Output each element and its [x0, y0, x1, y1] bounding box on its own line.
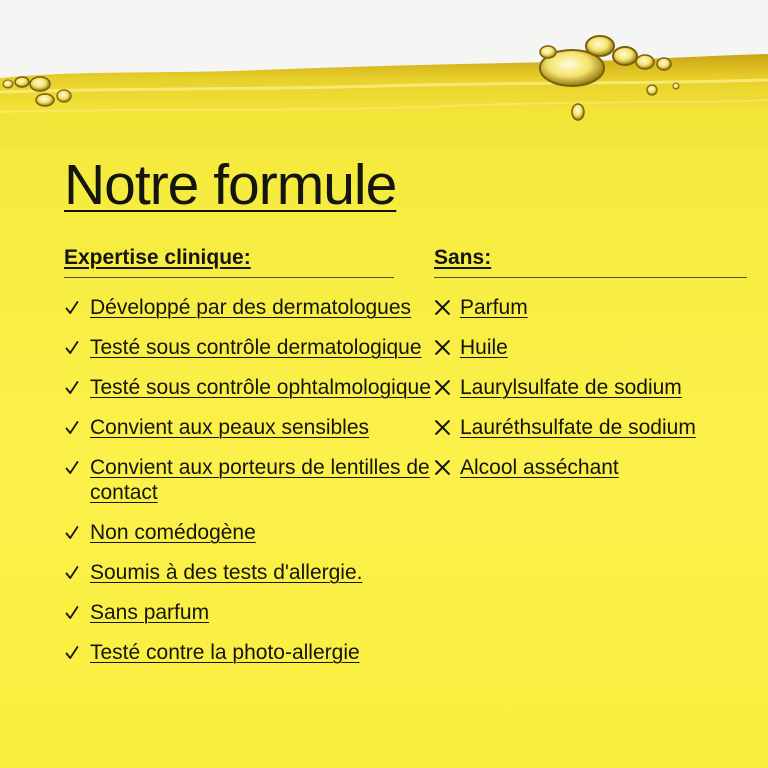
clinical-expertise-column — [64, 244, 431, 680]
list-item — [64, 455, 454, 505]
list-item — [64, 560, 454, 585]
check-icon — [64, 455, 90, 480]
list-item-label[interactable]: Laurylsulfate de sodium — [460, 376, 682, 399]
cross-icon — [434, 415, 460, 440]
check-icon — [64, 375, 90, 400]
cross-icon — [434, 455, 460, 480]
check-icon — [64, 640, 90, 665]
list-item — [64, 335, 454, 360]
list-item — [64, 640, 454, 665]
free-from-heading: Sans: — [434, 244, 747, 278]
list-item — [434, 455, 754, 480]
check-icon — [64, 415, 90, 440]
check-icon — [64, 560, 90, 585]
list-item — [64, 415, 454, 440]
list-item — [434, 335, 754, 360]
check-icon — [64, 335, 90, 360]
cross-icon — [434, 335, 460, 360]
list-item-label[interactable]: Testé sous contrôle dermatologique — [90, 336, 422, 359]
list-item-label[interactable]: Développé par des dermatologues — [90, 296, 412, 319]
free-from-column — [434, 244, 747, 495]
check-icon — [64, 520, 90, 545]
list-item — [434, 415, 754, 440]
oil-surface-background — [0, 0, 768, 150]
clinical-expertise-heading: Expertise clinique: — [64, 244, 394, 278]
list-item-label[interactable]: Lauréthsulfate de sodium — [460, 416, 696, 439]
list-item — [64, 600, 454, 625]
list-item — [64, 520, 454, 545]
list-item-label[interactable]: Testé sous contrôle ophtalmologique — [90, 376, 431, 399]
cross-icon — [434, 295, 460, 320]
list-item — [64, 295, 454, 320]
page-title: Notre formule — [64, 153, 397, 217]
cross-icon — [434, 375, 460, 400]
list-item-label[interactable]: Testé contre la photo-allergie — [90, 641, 360, 664]
list-item-label[interactable]: Parfum — [460, 296, 528, 319]
list-item — [64, 375, 454, 400]
check-icon — [64, 600, 90, 625]
list-item-label[interactable]: Convient aux peaux sensibles — [90, 416, 370, 439]
list-item-label[interactable]: Alcool asséchant — [460, 456, 619, 479]
list-item-label[interactable]: Sans parfum — [90, 601, 210, 624]
free-from-list — [434, 295, 747, 480]
list-item-label[interactable]: Soumis à des tests d'allergie. — [90, 561, 363, 584]
clinical-expertise-list — [64, 295, 431, 665]
check-icon — [64, 295, 90, 320]
list-item-label[interactable]: Huile — [460, 336, 508, 359]
list-item — [434, 375, 754, 400]
list-item — [434, 295, 754, 320]
list-item-label[interactable]: Non comédogène — [90, 521, 256, 544]
list-item-label[interactable]: Convient aux porteurs de lentilles de contact — [90, 456, 430, 504]
